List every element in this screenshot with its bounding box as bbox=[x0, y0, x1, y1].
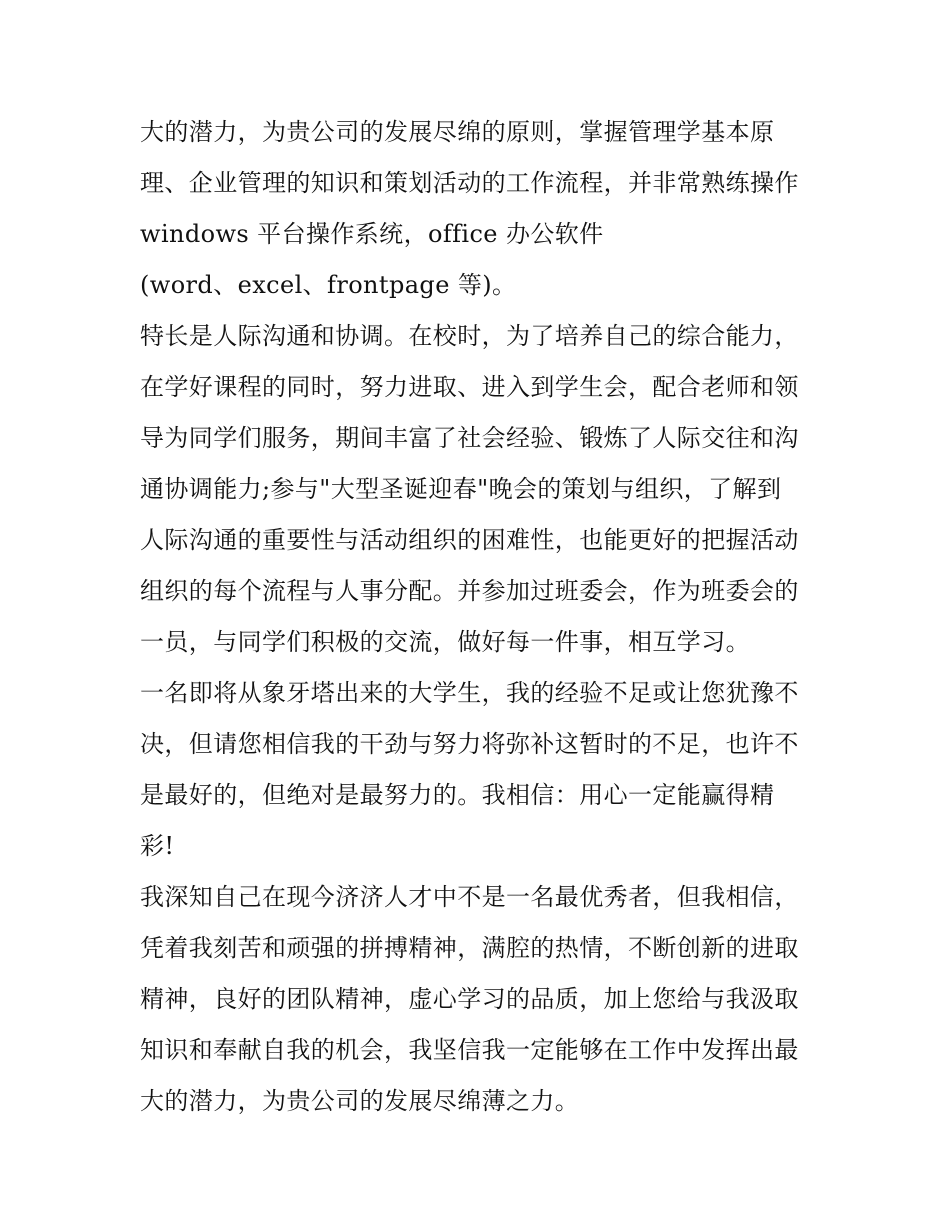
text-line: 精神，良好的团队精神，虚心学习的品质，加上您给与我汲取 bbox=[140, 985, 799, 1013]
text-line: 导为同学们服务，期间丰富了社会经验、锻炼了人际交往和沟 bbox=[140, 424, 799, 452]
text-line: 彩! bbox=[140, 832, 175, 860]
text-line: 决，但请您相信我的干劲与努力将弥补这暂时的不足，也许不 bbox=[140, 730, 799, 758]
text-line: 大的潜力，为贵公司的发展尽绵的原则，掌握管理学基本原 bbox=[140, 118, 775, 146]
text-line: 在学好课程的同时，努力进取、进入到学生会，配合老师和领 bbox=[140, 373, 799, 401]
text-line: 组织的每个流程与人事分配。并参加过班委会，作为班委会的 bbox=[140, 577, 799, 605]
text-line: (word、excel、frontpage 等)。 bbox=[140, 271, 517, 299]
text-line: 一员，与同学们积极的交流，做好每一件事，相互学习。 bbox=[140, 628, 750, 656]
text-line: 知识和奉献自我的机会，我坚信我一定能够在工作中发挥出最 bbox=[140, 1036, 799, 1064]
document-body bbox=[140, 107, 820, 1127]
text-line: 人际沟通的重要性与活动组织的困难性，也能更好的把握活动 bbox=[140, 526, 799, 554]
text-line: 凭着我刻苦和顽强的拼搏精神，满腔的热情，不断创新的进取 bbox=[140, 934, 799, 962]
text-line: 我深知自己在现今济济人才中不是一名最优秀者，但我相信， bbox=[140, 883, 799, 911]
text-line: 理、企业管理的知识和策划活动的工作流程，并非常熟练操作 bbox=[140, 169, 799, 197]
text-line: windows 平台操作系统，office 办公软件 bbox=[140, 220, 604, 248]
text-line: 特长是人际沟通和协调。在校时，为了培养自己的综合能力， bbox=[140, 322, 799, 350]
text-line: 通协调能力;参与"大型圣诞迎春"晚会的策划与组织，了解到 bbox=[140, 475, 782, 503]
text-line: 大的潜力，为贵公司的发展尽绵薄之力。 bbox=[140, 1087, 580, 1115]
text-line: 是最好的，但绝对是最努力的。我相信：用心一定能赢得精 bbox=[140, 781, 775, 809]
text-line: 一名即将从象牙塔出来的大学生，我的经验不足或让您犹豫不 bbox=[140, 679, 799, 707]
